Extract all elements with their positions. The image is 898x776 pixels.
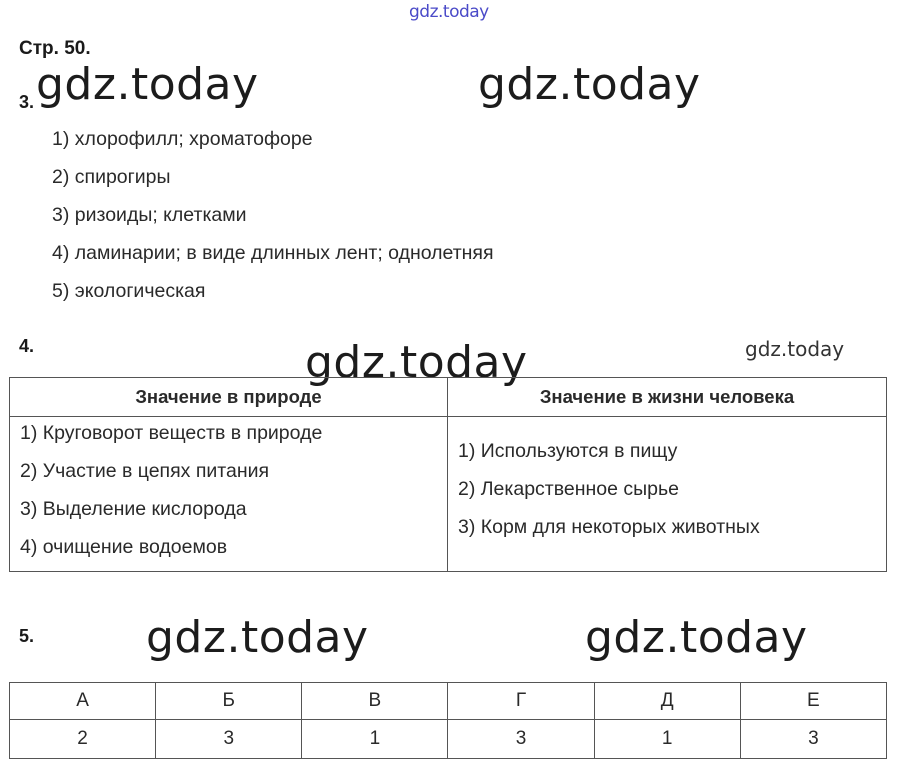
page-label: Стр. 50.	[19, 38, 91, 59]
task5-table	[9, 682, 887, 759]
header-cell: В	[302, 683, 448, 720]
table-header-row	[10, 683, 887, 720]
list-item: 3) Корм для некоторых животных	[458, 516, 760, 538]
answer-item: 2) спирогиры	[52, 166, 171, 188]
list-item: 1) Круговорот веществ в природе	[20, 422, 323, 444]
answer-item: 3) ризоиды; клетками	[52, 204, 247, 226]
header-human: Значение в жизни человека	[448, 378, 887, 417]
watermark: gdz.today	[478, 59, 701, 110]
value-cell: 1	[594, 720, 740, 759]
value-cell: 2	[10, 720, 156, 759]
answer-item: 4) ламинарии; в виде длинных лент; однолетняя	[52, 242, 494, 264]
list-item: 4) очищение водоемов	[20, 536, 228, 558]
answer-item: 1) хлорофилл; хроматофоре	[52, 128, 313, 150]
watermark-top: gdz.today	[409, 2, 489, 22]
task-number-5: 5.	[19, 626, 35, 646]
watermark: gdz.today	[36, 59, 259, 110]
header-cell: Д	[594, 683, 740, 720]
task4-table	[9, 377, 887, 572]
value-cell: 3	[156, 720, 302, 759]
list-item: 2) Лекарственное сырье	[458, 478, 679, 500]
table-header-row	[10, 378, 887, 417]
header-nature: Значение в природе	[10, 378, 448, 417]
table-row	[10, 417, 887, 572]
list-item: 3) Выделение кислорода	[20, 498, 247, 520]
header-cell: А	[10, 683, 156, 720]
value-cell: 3	[740, 720, 886, 759]
list-item: 2) Участие в цепях питания	[20, 460, 270, 482]
header-cell: Б	[156, 683, 302, 720]
human-cell	[448, 417, 887, 572]
task-number-4: 4.	[19, 336, 35, 356]
table-row	[10, 720, 887, 759]
nature-cell	[10, 417, 448, 572]
value-cell: 1	[302, 720, 448, 759]
header-cell: Е	[740, 683, 886, 720]
header-cell: Г	[448, 683, 594, 720]
task-number-3: 3.	[19, 92, 35, 112]
watermark: gdz.today	[305, 337, 528, 388]
value-cell: 3	[448, 720, 594, 759]
answer-item: 5) экологическая	[52, 280, 206, 302]
list-item: 1) Используются в пищу	[458, 440, 678, 462]
watermark: gdz.today	[585, 612, 808, 663]
watermark: gdz.today	[146, 612, 369, 663]
watermark-small: gdz.today	[745, 337, 845, 361]
